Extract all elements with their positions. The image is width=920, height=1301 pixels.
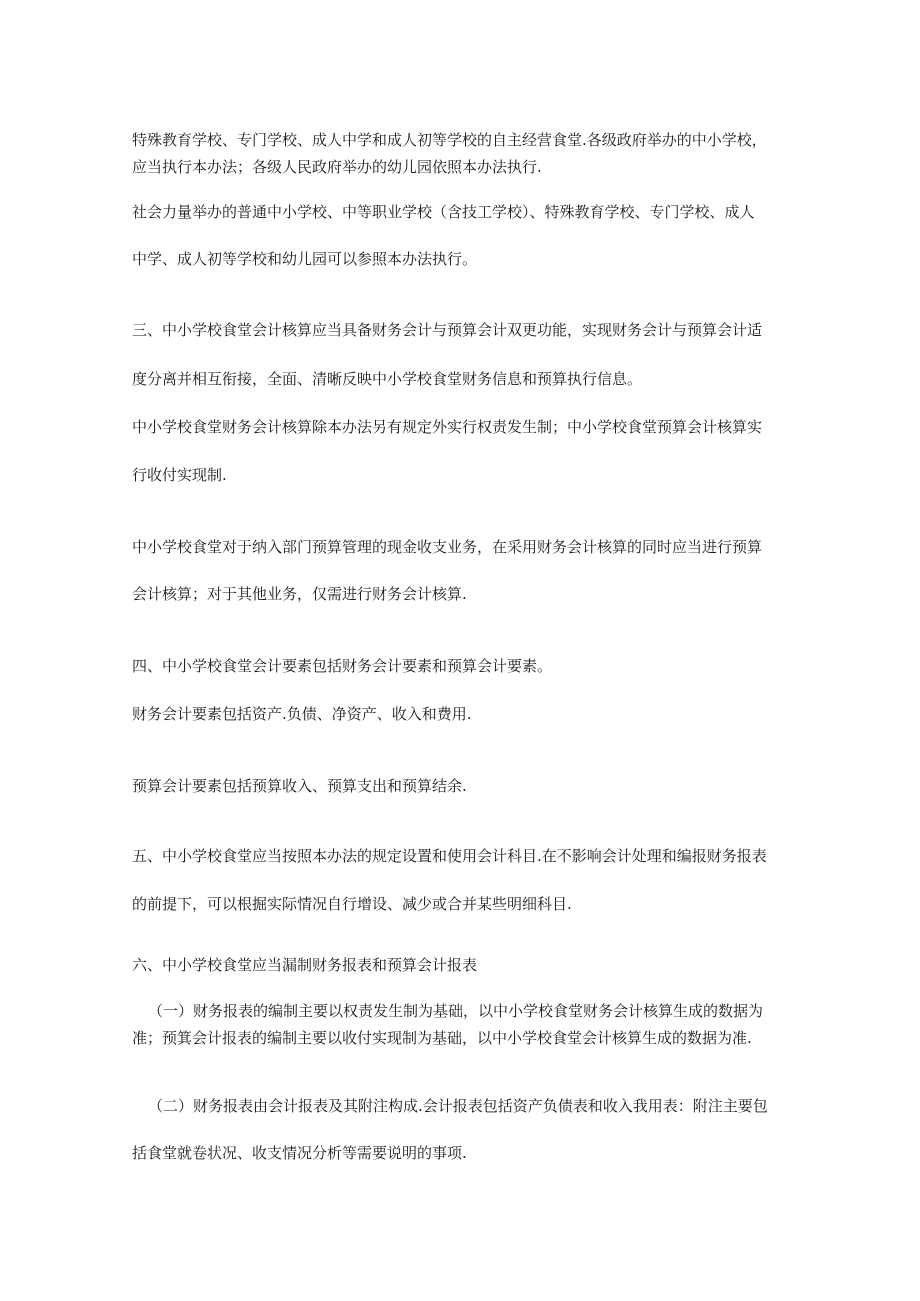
text-line: 中小学校食堂财务会计核算除本办法另有规定外实行权责发生制；中小学校食堂预算会计核算实 — [132, 418, 763, 436]
text-line: 行收付实现制. — [132, 466, 227, 484]
text-line: 会计核算；对于其他业务，仅需进行财务会计核算. — [132, 585, 467, 603]
text-line: 社会力量举办的普通中小学校、中等职业学校（含技工学校）、特殊教育学校、专门学校、成人 — [132, 203, 755, 221]
text-line: 的前提下，可以根掘实际情况自行增设、减少或合并某些明细科目. — [132, 895, 572, 913]
text-line: 中小学校食堂对于纳入部门预算管理的现金收支业务，在采用财务会计核算的同时应当进行预算 — [132, 538, 763, 556]
text-line: 括食堂就卷状况、收支情况分析等需要说明的事项. — [132, 1144, 467, 1162]
text-line: 五、中小学校食堂应当按照本办法的规定设置和使用会计科目.在不影响会计处理和编报财务报表 — [132, 847, 767, 865]
text-line: 特殊教育学校、专门学校、成人中学和成人初等学校的自主经营食堂.各级政府举办的中小学校， — [132, 131, 767, 149]
text-line: 三、中小学校食堂会计核算应当具备财务会计与预算会计双更功能，实现财务会计与预算会计适 — [132, 321, 763, 339]
text-line: （一）财务报表的编制主要以权责发生制为基础，以中小学校食堂财务会计核算生成的数据为 — [148, 1002, 764, 1020]
text-line: 准；预箕会计报表的编制主要以收付实现制为基础，以中小学校食堂会计核算生成的数据为准. — [132, 1029, 752, 1047]
text-line: （二）财务报表由会计报表及其附注构成.会计报表包括资产负债表和收入我用表：附注主要包 — [148, 1097, 768, 1115]
text-line: 度分离并相互衔接，全面、清晰反映中小学校食堂财务信息和预算执行信息。 — [132, 370, 643, 388]
text-line: 预算会计要素包括预算收入、预算支出和预算结余. — [132, 777, 467, 795]
text-line: 应当执行本办法；各级人民政府举办的幼儿园依照本办法执行. — [132, 158, 542, 176]
text-line: 四、中小学校食堂会计要素包括财务会计要素和预算会计要素。 — [132, 657, 553, 675]
text-line: 财务会计要素包括资产.负债、净资产、收入和费用. — [132, 705, 472, 723]
text-line: 六、中小学校食堂应当漏制财务报表和预算会计报表 — [132, 956, 478, 974]
text-line: 中学、成人初等学校和幼儿园可以参照本办法执行。 — [132, 250, 478, 268]
